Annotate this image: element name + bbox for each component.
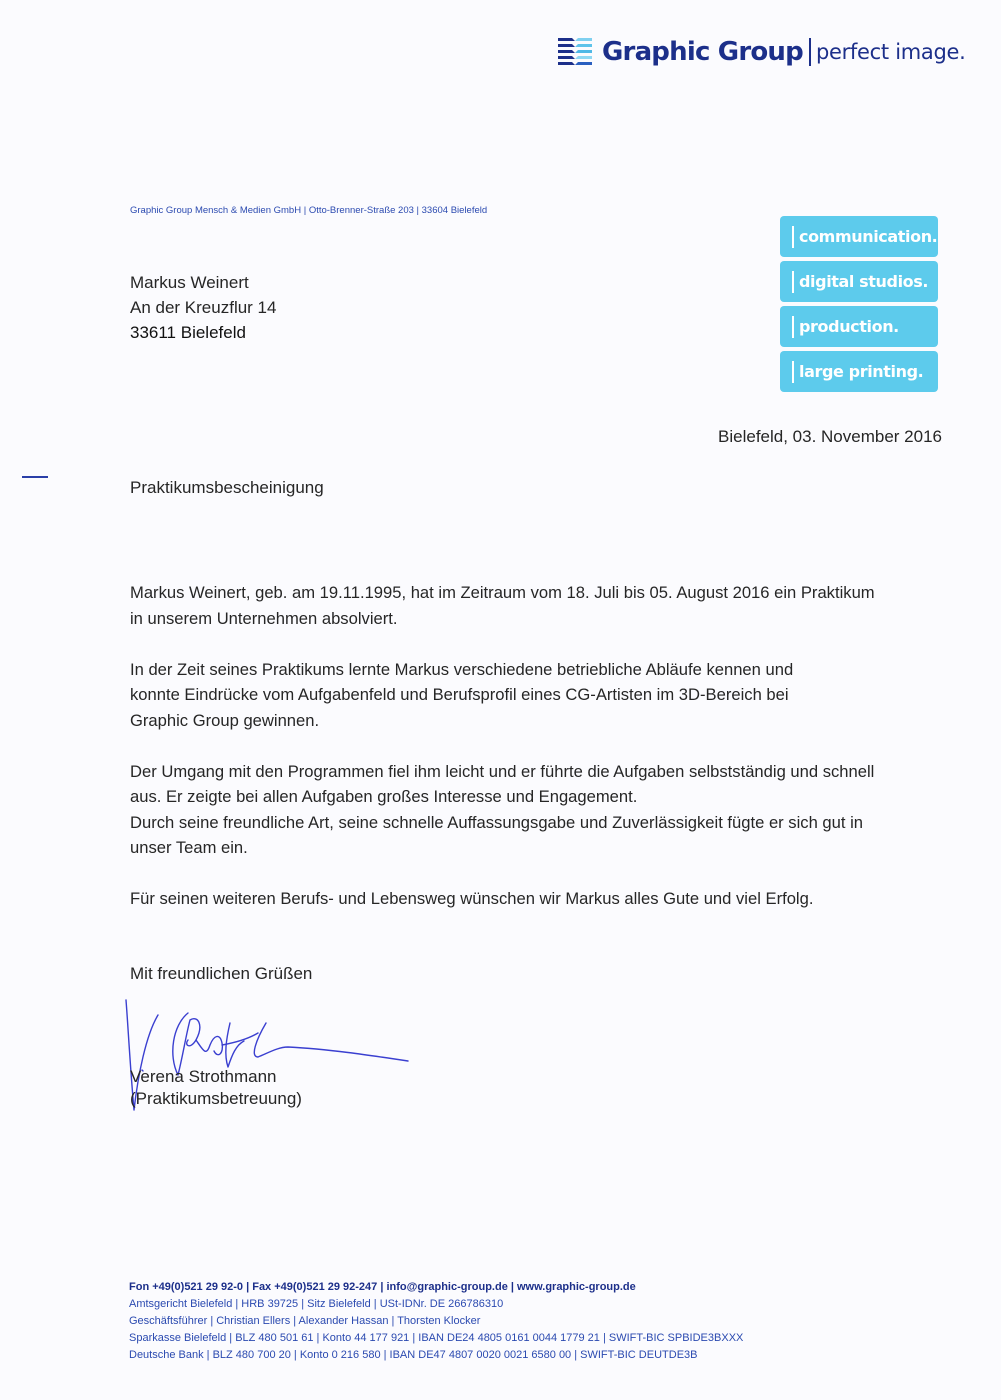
signer-role: (Praktikumsbetreuung): [130, 1089, 302, 1108]
footer-bank1-line: Sparkasse Bielefeld | BLZ 480 501 61 | Konto 44 177 921 | IBAN DE24 4805 0161 0044 1779 21 | SWIFT-BIC SPBIDE3BXXX: [129, 1332, 744, 1344]
letter-date: Bielefeld, 03. November 2016: [718, 427, 942, 446]
recipient-street: An der Kreuzflur 14: [130, 298, 277, 317]
logo-divider: [809, 38, 811, 66]
tag-bar: [792, 316, 794, 338]
body-paragraph: Für seinen weiteren Berufs- und Lebensweg wünschen wir Markus alles Gute und viel Erfolg.: [130, 889, 814, 908]
recipient-city: 33611 Bielefeld: [130, 323, 246, 342]
brand-name: Graphic Group: [602, 37, 803, 67]
company-logo: [556, 32, 966, 72]
tag-bar: [792, 271, 794, 293]
body-paragraph: In der Zeit seines Praktikums lernte Markus verschiedene betriebliche Abläufe kennen und konnte Eindrücke vom Aufgabenfeld und Berufsprofil eines CG-Artisten im 3D-Bereich bei Graphic Group gewinnen.: [130, 659, 794, 730]
stacked-layers-logo-icon: [556, 36, 594, 68]
service-tags: [780, 216, 938, 396]
service-tag-label: communication.: [799, 227, 938, 246]
letter-body: [130, 580, 930, 937]
footer-contact-line: Fon +49(0)521 29 92-0 | Fax +49(0)521 29 92-247 | info@graphic-group.de | www.graphic-group.de: [129, 1281, 636, 1293]
service-tag-communication: [780, 216, 938, 257]
recipient-name: Markus Weinert: [130, 273, 249, 292]
tag-bar: [792, 226, 794, 248]
recipient-address: [130, 270, 276, 345]
company-footer: [129, 1279, 743, 1364]
service-tag-label: large printing.: [799, 362, 924, 381]
service-tag-label: production.: [799, 317, 899, 336]
footer-bank2-line: Deutsche Bank | BLZ 480 700 20 | Konto 0 216 580 | IBAN DE47 4807 0020 0021 6580 00 | SWIFT-BIC DEUTDE3B: [129, 1349, 698, 1361]
service-tag-production: [780, 306, 938, 347]
brand-tagline: perfect image.: [815, 40, 966, 64]
closing-greeting: Mit freundlichen Grüßen: [130, 964, 313, 983]
body-paragraph: Der Umgang mit den Programmen fiel ihm leicht und er führte die Aufgaben selbstständig und schnell aus. Er zeigte bei allen Aufgaben großes Interesse und Engagement. Durch seine freundliche Art, seine schnelle Auffassungsgabe und Zuverlässigkeit fügte er sich gut in unser Team ein.: [130, 761, 875, 857]
service-tag-label: digital studios.: [799, 272, 929, 291]
signer-name: Verena Strothmann: [130, 1067, 277, 1086]
letter-subject: Praktikumsbescheinigung: [130, 478, 324, 497]
sender-address-line: Graphic Group Mensch & Medien GmbH | Otto-Brenner-Straße 203 | 33604 Bielefeld: [130, 205, 488, 216]
fold-mark: [22, 476, 48, 478]
tag-bar: [792, 361, 794, 383]
body-paragraph: Markus Weinert, geb. am 19.11.1995, hat im Zeitraum vom 18. Juli bis 05. August 2016 ein Praktikum in unserem Unternehmen absolviert.: [130, 583, 875, 628]
footer-register-line: Amtsgericht Bielefeld | HRB 39725 | Sitz Bielefeld | USt-IDNr. DE 266786310: [129, 1298, 504, 1310]
service-tag-digital-studios: [780, 261, 938, 302]
service-tag-large-printing: [780, 351, 938, 392]
footer-management-line: Geschäftsführer | Christian Ellers | Alexander Hassan | Thorsten Klocker: [129, 1315, 481, 1327]
